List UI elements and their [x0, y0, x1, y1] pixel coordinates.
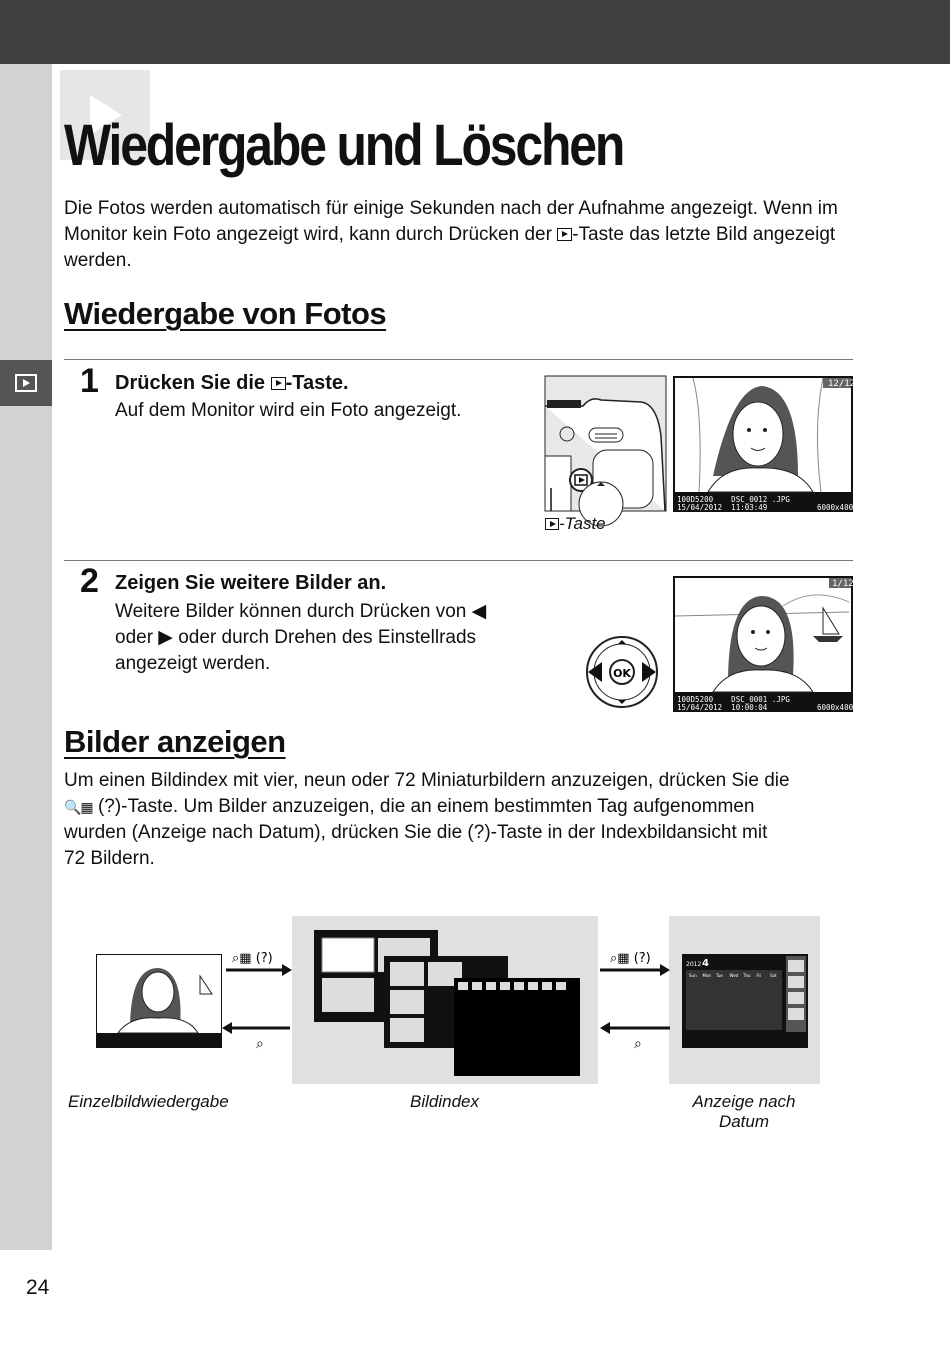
calendar-weekday: Wed — [729, 973, 739, 978]
image-counter: 1/12 — [832, 579, 854, 589]
caption-single: Einzelbildwiedergabe — [68, 1092, 229, 1111]
section-heading-playback: Wiedergabe von Fotos — [64, 296, 387, 331]
step-title: Zeigen Sie weitere Bilder an. — [115, 572, 387, 594]
step-text-line-1: Weitere Bilder können durch Drücken von ◀ — [115, 601, 487, 622]
divider — [64, 359, 853, 360]
playback-tab — [0, 360, 52, 406]
top-bar — [0, 0, 950, 64]
page-number: 24 — [26, 1276, 50, 1299]
calendar-weekday: Sat — [770, 973, 777, 978]
step-number: 2 — [80, 562, 99, 600]
playback-diagram — [60, 910, 840, 1090]
ok-label: OK — [613, 667, 631, 680]
info-line-1: 100D5200 DSC_0012 .JPG NORMAL — [677, 495, 881, 504]
zoom-out-label: ⌕▦ (?) — [232, 951, 273, 966]
caption-date — [684, 1092, 804, 1132]
multi-selector-illustration — [584, 634, 660, 710]
calendar-month: 4 — [702, 958, 709, 969]
intro-paragraph — [64, 196, 864, 274]
view-text-line-2 — [64, 794, 755, 820]
caption-index: Bildindex — [410, 1092, 479, 1111]
divider — [64, 560, 853, 561]
caption-date-line-1: Anzeige nach — [692, 1092, 796, 1111]
calendar-weekday: Mon — [702, 973, 711, 978]
calendar-year: 2012 — [686, 961, 702, 968]
view-text-line-3: wurden (Anzeige nach Datum), drücken Sie die (?)-Taste in der Indexbildansicht mit — [64, 822, 768, 843]
button-callout-text: -Taste — [559, 514, 606, 533]
index-72-frames — [454, 978, 580, 1076]
zoom-out-index-icon: 🔍▦ — [64, 799, 93, 815]
info-line-1: 100D5200 DSC_0001 .JPG NORMAL — [677, 695, 881, 704]
step-text-line-2: oder ▶ oder durch Drehen des Einstellrads — [115, 627, 477, 648]
monitor-photo-single — [673, 376, 881, 512]
step-title-suffix: -Taste. — [285, 372, 349, 394]
playback-button-icon — [557, 228, 572, 241]
playback-button-icon — [271, 377, 286, 390]
info-line-2: 15/04/2012 10:00:04 6000x4000 — [677, 703, 858, 712]
calendar-weekday: Thu — [743, 973, 751, 978]
view-text-line-1: Um einen Bildindex mit vier, neun oder 72 Miniaturbildern anzuzeigen, drücken Sie die — [64, 770, 790, 791]
intro-text-end: -Taste das letzte Bild angezeigt werden. — [64, 224, 836, 271]
caption-date-line-2: Datum — [718, 1112, 770, 1131]
monitor-photo-second — [673, 576, 881, 712]
calendar-weekday: Sun — [689, 973, 697, 978]
step-title — [115, 372, 349, 395]
camera-back-illustration — [545, 376, 667, 512]
button-callout — [545, 514, 606, 534]
step-text-line-3: angezeigt werden. — [115, 653, 271, 674]
view-text-line-4: 72 Bildern. — [64, 848, 155, 869]
playback-icon — [15, 374, 37, 392]
section-heading-view: Bilder anzeigen — [64, 724, 286, 759]
calendar-weekday: Fri — [756, 973, 762, 978]
playback-button-icon — [545, 518, 559, 530]
single-frame-thumbnail — [96, 954, 222, 1048]
step-title-prefix: Drücken Sie die — [115, 372, 266, 394]
page-title: Wiedergabe und Löschen — [64, 113, 624, 178]
zoom-in-icon: ⌕ — [634, 1036, 642, 1052]
image-counter: 12/12 — [828, 379, 856, 389]
zoom-out-label: ⌕▦ (?) — [610, 951, 651, 966]
step-text: Auf dem Monitor wird ein Foto angezeigt. — [115, 400, 462, 421]
calendar-weekday: Tue — [716, 973, 723, 978]
left-margin-bar — [0, 64, 52, 1250]
info-line-2: 15/04/2012 11:03:49 6000x4000 — [677, 503, 858, 512]
view-text-line-2-text: (?)-Taste. Um Bilder anzuzeigen, die an einem bestimmten Tag aufgenommen — [97, 796, 755, 817]
calendar-view — [682, 954, 808, 1048]
intro-text: Die Fotos werden automatisch für einige Sekunden nach der Aufnahme angezeigt. Wenn im Monitor kein Foto angezeigt wird, kann durch Drücken der — [64, 198, 838, 245]
step-number: 1 — [80, 362, 99, 400]
zoom-in-icon: ⌕ — [256, 1036, 264, 1052]
